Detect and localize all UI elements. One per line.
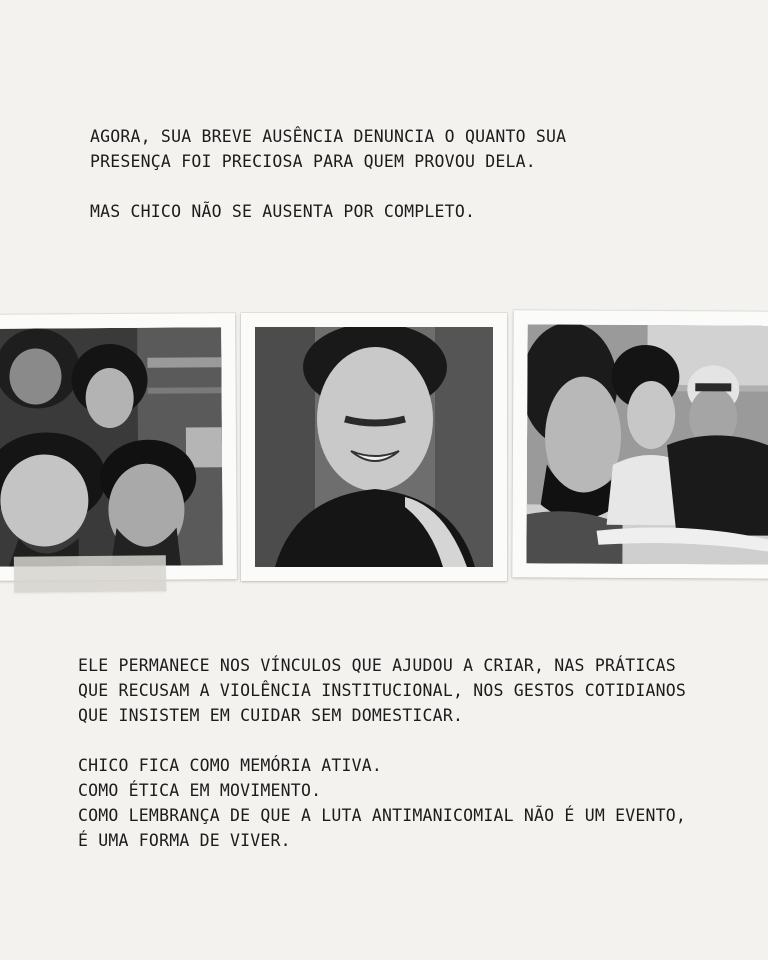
intro-paragraph-1: AGORA, SUA BREVE AUSÊNCIA DENUNCIA O QUANTO SUA PRESENÇA FOI PRECIOSA PARA QUEM PROVOU DELA. (90, 127, 567, 171)
closing-line-1: CHICO FICA COMO MEMÓRIA ATIVA. (78, 756, 383, 775)
candid-group-image (526, 324, 768, 564)
closing-paragraph-1: ELE PERMANECE NOS VÍNCULOS QUE AJUDOU A CRIAR, NAS PRÁTICAS QUE RECUSAM A VIOLÊNCIA INSTITUCIONAL, NOS GESTOS COTIDIANOS QUE INSISTEM EM CUIDAR SEM DOMESTICAR. (78, 656, 687, 725)
polaroid-photo-portrait (241, 313, 507, 581)
masking-tape (14, 555, 166, 593)
polaroid-photo-candid-group (512, 310, 768, 578)
closing-paragraph-2 (78, 753, 698, 853)
closing-line-2: COMO ÉTICA EM MOVIMENTO. (78, 781, 322, 800)
group-selfie-image (0, 327, 223, 567)
polaroid-photo-group-selfie (0, 313, 237, 581)
intro-text (90, 124, 650, 224)
closing-text (78, 653, 698, 853)
closing-line-3: COMO LEMBRANÇA DE QUE A LUTA ANTIMANICOMIAL NÃO É UM EVENTO, É UMA FORMA DE VIVER. (78, 806, 687, 850)
portrait-image (255, 327, 493, 567)
intro-paragraph-2: MAS CHICO NÃO SE AUSENTA POR COMPLETO. (90, 202, 476, 221)
